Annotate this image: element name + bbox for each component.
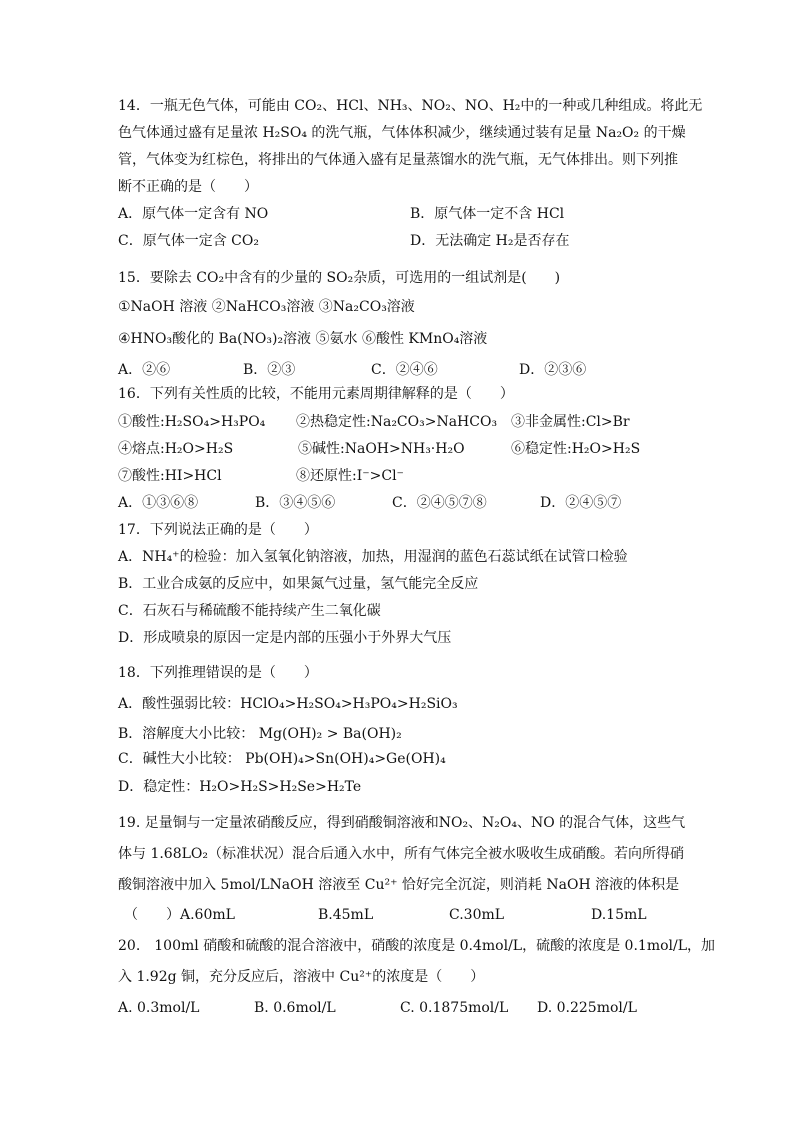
q19-option-d: D.15mL bbox=[591, 907, 647, 923]
q14-option-c: C．原气体一定含 CO₂ bbox=[118, 233, 259, 249]
q17-stem: 17．下列说法正确的是（ ） bbox=[118, 522, 318, 538]
q18-option-b: B．溶解度大小比较： Mg(OH)₂ > Ba(OH)₂ bbox=[118, 726, 402, 742]
q16-item-7: ⑦酸性:HI>HCl bbox=[118, 468, 222, 484]
q17-option-d: D．形成喷泉的原因一定是内部的压强小于外界大气压 bbox=[118, 630, 452, 646]
q14-stem-line-4: 断不正确的是（ ） bbox=[118, 179, 258, 195]
q16-option-c: C．②④⑤⑦⑧ bbox=[392, 495, 487, 511]
q16-stem: 16．下列有关性质的比较，不能用元素周期律解释的是（ ） bbox=[118, 386, 514, 402]
q15-items-line-1: ①NaOH 溶液 ②NaHCO₃溶液 ③Na₂CO₃溶液 bbox=[118, 299, 415, 315]
q19-option-c: C.30mL bbox=[449, 907, 505, 923]
q16-option-d: D．②④⑤⑦ bbox=[540, 495, 622, 511]
q16-item-6: ⑥稳定性:H₂O>H₂S bbox=[511, 441, 641, 457]
q14-stem-line-1: 14．一瓶无色气体，可能由 CO₂、HCl、NH₃、NO₂、NO、H₂中的一种或几种组成。将此无 bbox=[118, 98, 703, 114]
q18-option-a: A．酸性强弱比较：HClO₄>H₂SO₄>H₃PO₄>H₂SiO₃ bbox=[118, 696, 458, 712]
q15-option-a: A．②⑥ bbox=[118, 362, 171, 378]
q19-stem-line-2: 体与 1.68LO₂（标准状况）混合后通入水中，所有气体完全被水吸收生成硝酸。若向所得硝 bbox=[118, 846, 685, 862]
q17-option-c: C．石灰石与稀硫酸不能持续产生二氧化碳 bbox=[118, 603, 381, 619]
q17-option-b: B．工业合成氨的反应中，如果氮气过量，氢气能完全反应 bbox=[118, 576, 479, 592]
q20-option-a: A. 0.3mol/L bbox=[118, 1000, 200, 1016]
q16-item-8: ⑧还原性:I⁻>Cl⁻ bbox=[296, 468, 404, 484]
q15-option-c: C．②④⑥ bbox=[371, 362, 438, 378]
q16-item-3: ③非金属性:Cl>Br bbox=[511, 414, 630, 430]
q16-item-5: ⑤碱性:NaOH>NH₃·H₂O bbox=[298, 441, 465, 457]
q14-stem-line-2: 色气体通过盛有足量浓 H₂SO₄ 的洗气瓶，气体体积减少，继续通过装有足量 Na₂O₂ 的干燥 bbox=[118, 125, 686, 141]
q20-stem-line-2: 入 1.92g 铜，充分反应后，溶液中 Cu²⁺的浓度是（ ） bbox=[118, 969, 485, 985]
q17-option-a: A．NH₄⁺的检验：加入氢氧化钠溶液，加热，用湿润的蓝色石蕊试纸在试管口检验 bbox=[118, 549, 628, 565]
q20-option-c: C. 0.1875mol/L bbox=[400, 1000, 509, 1016]
q16-item-1: ①酸性:H₂SO₄>H₃PO₄ bbox=[118, 414, 266, 430]
q18-stem: 18．下列推理错误的是（ ） bbox=[118, 665, 318, 681]
q15-option-b: B．②③ bbox=[243, 362, 296, 378]
q14-option-a: A．原气体一定含有 NO bbox=[118, 206, 269, 222]
q20-option-b: B. 0.6mol/L bbox=[254, 1000, 336, 1016]
q15-stem: 15．要除去 CO₂中含有的少量的 SO₂杂质，可选用的一组试剂是( ) bbox=[118, 270, 561, 286]
q16-item-2: ②热稳定性:Na₂CO₃>NaHCO₃ bbox=[296, 414, 498, 430]
q14-option-b: B．原气体一定不含 HCl bbox=[410, 206, 565, 222]
q15-items-line-2: ④HNO₃酸化的 Ba(NO₃)₂溶液 ⑤氨水 ⑥酸性 KMnO₄溶液 bbox=[118, 331, 488, 347]
q20-stem-line-1: 20. 100ml 硝酸和硫酸的混合溶液中，硝酸的浓度是 0.4mol/L，硫酸的浓度是 0.1mol/L，加 bbox=[118, 938, 716, 954]
q19-stem-line-3: 酸铜溶液中加入 5mol/LNaOH 溶液至 Cu²⁺ 恰好完全沉淀，则消耗 NaOH 溶液的体积是 bbox=[118, 877, 680, 893]
q16-option-a: A．①③⑥⑧ bbox=[118, 495, 199, 511]
q16-item-4: ④熔点:H₂O>H₂S bbox=[118, 441, 234, 457]
q16-option-b: B．③④⑤⑥ bbox=[255, 495, 336, 511]
q18-option-c: C．碱性大小比较： Pb(OH)₄>Sn(OH)₄>Ge(OH)₄ bbox=[118, 751, 446, 767]
q14-stem-line-3: 管，气体变为红棕色，将排出的气体通入盛有足量蒸馏水的洗气瓶，无气体排出。则下列推 bbox=[118, 152, 678, 168]
q18-option-d: D．稳定性：H₂O>H₂S>H₂Se>H₂Te bbox=[118, 779, 362, 795]
q20-option-d: D. 0.225mol/L bbox=[537, 1000, 637, 1016]
q19-option-a: （ ）A.60mL bbox=[124, 907, 235, 923]
q14-option-d: D．无法确定 H₂是否存在 bbox=[410, 233, 570, 249]
q15-option-d: D．②③⑥ bbox=[519, 362, 587, 378]
q19-option-b: B.45mL bbox=[318, 907, 374, 923]
q19-stem-line-1: 19. 足量铜与一定量浓硝酸反应，得到硝酸铜溶液和NO₂、N₂O₄、NO 的混合气体，这些气 bbox=[118, 815, 686, 831]
